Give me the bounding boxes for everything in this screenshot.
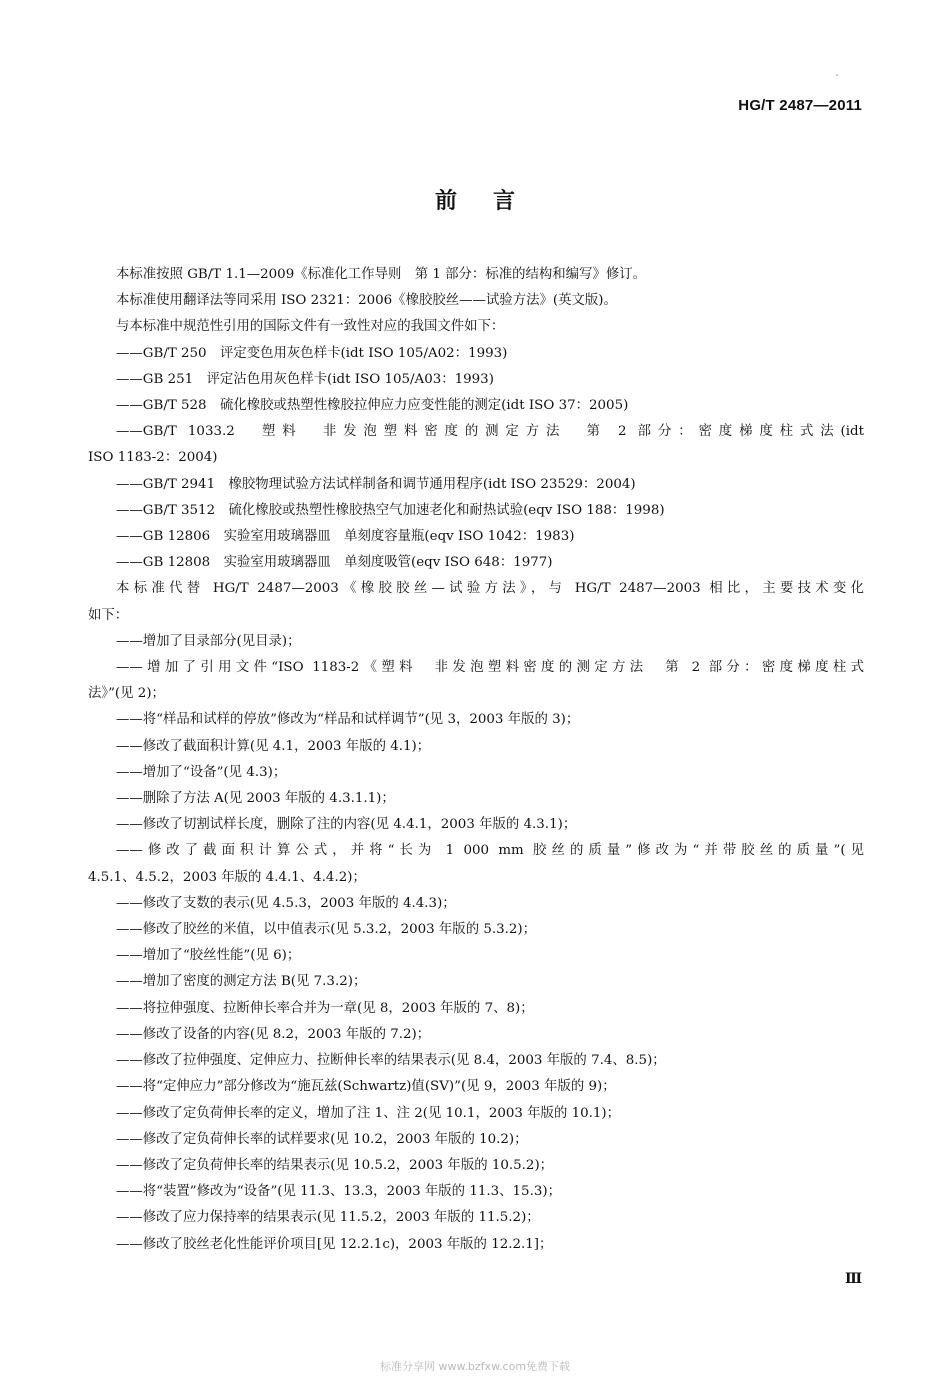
foreword-line: 本标准使用翻译法等同采用 ISO 2321：2006《橡胶胶丝——试验方法》(英文版)。 xyxy=(116,293,617,309)
foreword-body xyxy=(88,262,864,1258)
foreword-line: ——GB/T 1033.2 塑料 非发泡塑料密度的测定方法 第 2 部分：密度梯度柱式法(idt xyxy=(116,424,864,440)
foreword-line: 本标准按照 GB/T 1.1—2009《标准化工作导则 第 1 部分：标准的结构和编写》修订。 xyxy=(116,267,647,282)
foreword-line: ——GB 12808 实验室用玻璃器皿 单刻度吸管(eqv ISO 648：1977) xyxy=(116,555,553,571)
foreword-line: 本标准代替 HG/T 2487—2003《橡胶胶丝—试验方法》，与 HG/T 2487—2003 相比，主要技术变化 xyxy=(116,581,864,597)
foreword-line: ——GB 251 评定沾色用灰色样卡(idt ISO 105/A03：1993) xyxy=(116,371,494,387)
foreword-line: ——增加了目录部分(见目录)； xyxy=(116,633,301,649)
foreword-line: ——增加了“设备”(见 4.3)； xyxy=(116,764,287,780)
foreword-line: ——修改了应力保持率的结果表示(见 11.5.2，2003 年版的 11.5.2)； xyxy=(116,1210,540,1226)
foreword-line: ——将“装置”修改为“设备”(见 11.3、13.3，2003 年版的 11.3、15.3)； xyxy=(116,1184,561,1200)
foreword-line: ——修改了定负荷伸长率的结果表示(见 10.5.2，2003 年版的 10.5.2)； xyxy=(116,1157,554,1173)
foreword-line: ——增加了引用文件“ISO 1183-2《塑料 非发泡塑料密度的测定方法 第 2 部分：密度梯度柱式 xyxy=(116,660,864,676)
foreword-line: ——修改了拉伸强度、定伸应力、拉断伸长率的结果表示(见 8.4，2003 年版的 7.4、8.5)； xyxy=(116,1053,666,1069)
foreword-line: ——修改了截面积计算(见 4.1，2003 年版的 4.1)； xyxy=(116,738,431,754)
foreword-line: ——修改了胶丝的米值，以中值表示(见 5.3.2，2003 年版的 5.3.2)； xyxy=(116,922,537,938)
foreword-line: ——修改了定负荷伸长率的试样要求(见 10.2，2003 年版的 10.2)； xyxy=(116,1131,528,1147)
foreword-line: 与本标准中规范性引用的国际文件有一致性对应的我国文件如下： xyxy=(116,319,505,335)
foreword-line: ——GB/T 250 评定变色用灰色样卡(idt ISO 105/A02：1993) xyxy=(116,345,508,361)
footer-watermark: 标准分享网 www.bzfxw.com免费下载 xyxy=(379,1360,571,1373)
foreword-line: ——增加了密度的测定方法 B(见 7.3.2)； xyxy=(116,974,367,990)
foreword-line: ——修改了胶丝老化性能评价项目[见 12.2.1c)，2003 年版的 12.2.1]； xyxy=(116,1236,553,1252)
foreword-line: ——增加了“胶丝性能”(见 6)； xyxy=(116,948,301,964)
foreword-line: 法》”(见 2)； xyxy=(88,686,165,702)
foreword-line: ——GB 12806 实验室用玻璃器皿 单刻度容量瓶(eqv ISO 1042：1983) xyxy=(116,529,575,545)
foreword-line: 如下： xyxy=(88,607,129,623)
foreword-line: ——修改了设备的内容(见 8.2，2003 年版的 7.2)； xyxy=(116,1026,431,1042)
foreword-line: ——GB/T 528 硫化橡胶或热塑性橡胶拉伸应力应变性能的测定(idt ISO 37：2005) xyxy=(116,398,629,414)
foreword-line: 4.5.1、4.5.2，2003 年版的 4.4.1、4.4.2)； xyxy=(88,869,366,885)
scan-speck xyxy=(836,74,838,76)
foreword-line: ——将“样品和试样的停放”修改为“样品和试样调节”(见 3，2003 年版的 3)； xyxy=(116,712,580,728)
foreword-line: ISO 1183-2：2004) xyxy=(88,450,218,466)
foreword-line: ——修改了支数的表示(见 4.5.3，2003 年版的 4.4.3)； xyxy=(116,895,456,911)
foreword-line: ——将“定伸应力”部分修改为“施瓦兹(Schwartz)值(SV)”(见 9，2003 年版的 9)； xyxy=(116,1079,616,1095)
foreword-line: ——修改了切割试样长度，删除了注的内容(见 4.4.1，2003 年版的 4.3.1)； xyxy=(116,817,577,833)
page-title: 前言 xyxy=(434,189,551,214)
page-number: Ⅲ xyxy=(844,1271,862,1287)
foreword-line: ——修改了定负荷伸长率的定义，增加了注 1、注 2(见 10.1，2003 年版的 10.1)； xyxy=(116,1105,621,1121)
foreword-line: ——删除了方法 A(见 2003 年版的 4.3.1.1)； xyxy=(116,791,395,807)
foreword-line: ——GB/T 2941 橡胶物理试验方法试样制备和调节通用程序(idt ISO 23529：2004) xyxy=(116,476,636,492)
foreword-line: ——将拉伸强度、拉断伸长率合并为一章(见 8，2003 年版的 7、8)； xyxy=(116,1000,534,1016)
standard-number: HG/T 2487—2011 xyxy=(738,97,862,114)
foreword-line: ——修改了截面积计算公式，并将“长为 1 000 mm 胶丝的质量”修改为“并带胶丝的质量”(见 xyxy=(116,843,864,859)
foreword-line: ——GB/T 3512 硫化橡胶或热塑性橡胶热空气加速老化和耐热试验(eqv ISO 188：1998) xyxy=(116,502,665,518)
